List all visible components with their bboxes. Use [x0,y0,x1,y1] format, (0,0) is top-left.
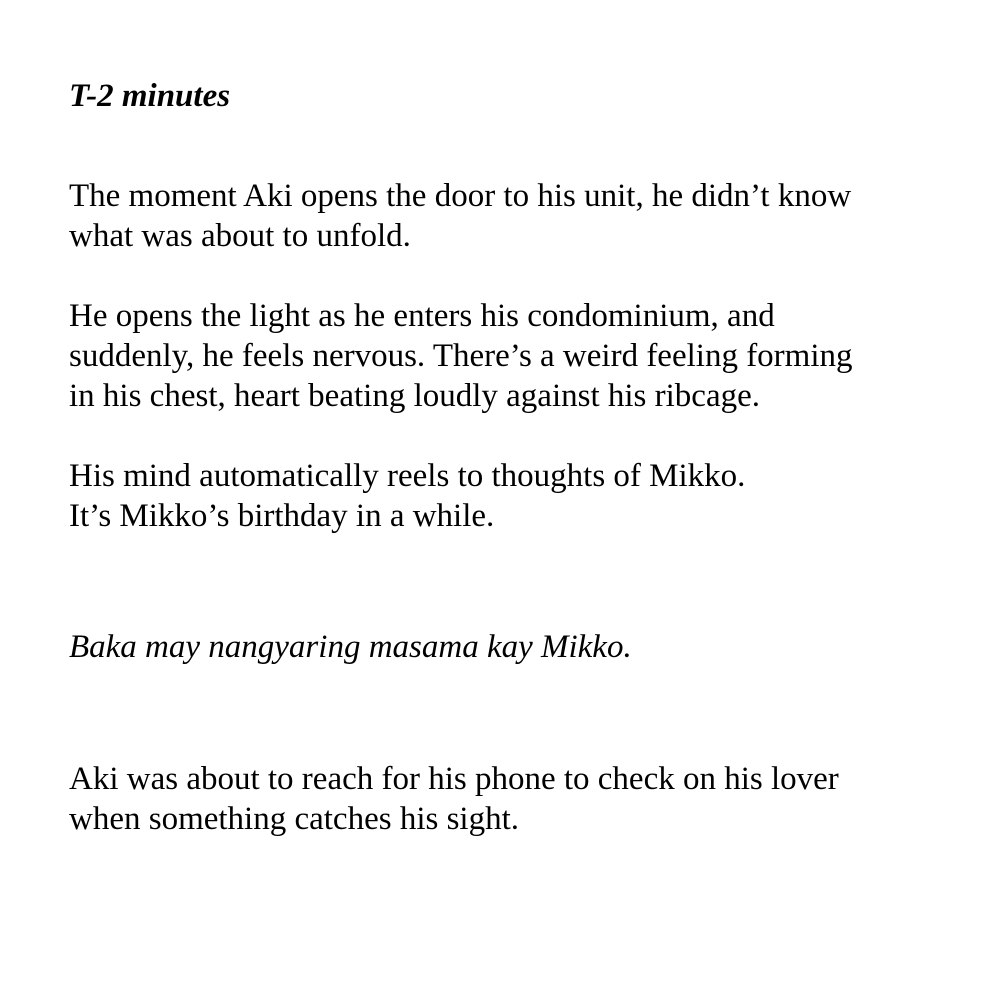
section-heading: T-2 minutes [69,78,231,114]
paragraph-1-line-2: what was about to unfold. [69,218,411,254]
paragraph-1-line-1: The moment Aki opens the door to his unit, he didn’t know [69,178,852,214]
paragraph-2-line-2: suddenly, he feels nervous. There’s a weird feeling forming [69,338,853,374]
paragraph-2-line-3: in his chest, heart beating loudly against his ribcage. [69,378,760,414]
paragraph-3-line-1: His mind automatically reels to thoughts of Mikko. [69,458,746,494]
paragraph-2-line-1: He opens the light as he enters his condominium, and [69,298,775,334]
paragraph-5-line-2: when something catches his sight. [69,801,520,837]
italic-thought-line: Baka may nangyaring masama kay Mikko. [69,629,632,665]
paragraph-5-line-1: Aki was about to reach for his phone to check on his lover [69,761,839,797]
paragraph-3-line-2: It’s Mikko’s birthday in a while. [69,498,495,534]
